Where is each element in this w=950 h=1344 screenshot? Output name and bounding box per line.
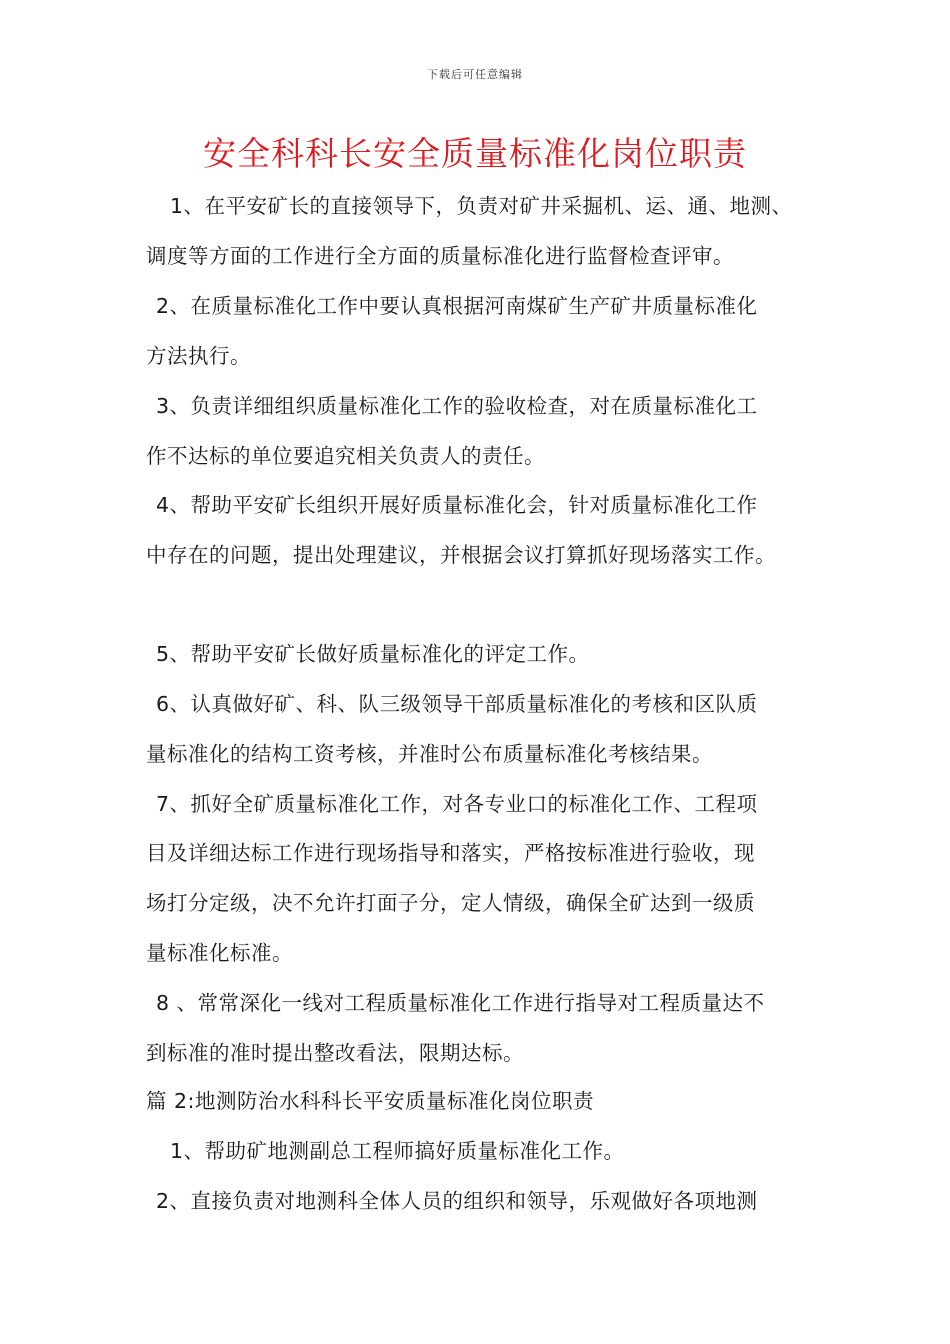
- paragraph-line: 量标准化的结构工资考核，并准时公布质量标准化考核结果。: [146, 742, 713, 766]
- paragraph-line: 到标准的准时提出整改看法，限期达标。: [146, 1041, 524, 1065]
- paragraph-line: 调度等方面的工作进行全方面的质量标准化进行监督检查评审。: [146, 244, 734, 268]
- paragraph-line: 1、帮助矿地测副总工程师搞好质量标准化工作。: [170, 1139, 625, 1163]
- paragraph-line: 8 、常常深化一线对工程质量标准化工作进行指导对工程质量达不: [156, 991, 765, 1015]
- paragraph-line: 2、直接负责对地测科全体人员的组织和领导，乐观做好各项地测: [156, 1189, 758, 1213]
- paragraph-line: 5、帮助平安矿长做好质量标准化的评定工作。: [156, 642, 590, 666]
- paragraph-line: 场打分定级，决不允许打面子分，定人情级，确保全矿达到一级质: [146, 891, 755, 915]
- header-note: 下载后可任意编辑: [427, 68, 523, 81]
- paragraph-line: 4、帮助平安矿长组织开展好质量标准化会，针对质量标准化工作: [156, 493, 758, 517]
- paragraph-line: 中存在的问题，提出处理建议，并根据会议打算抓好现场落实工作。: [146, 543, 776, 567]
- paragraph-line: 3、负责详细组织质量标准化工作的验收检查，对在质量标准化工: [156, 394, 758, 418]
- paragraph-line: 方法执行。: [146, 344, 251, 368]
- paragraph-line: 目及详细达标工作进行现场指导和落实，严格按标准进行验收，现: [146, 841, 755, 865]
- document-title: 安全科科长安全质量标准化岗位职责: [203, 134, 747, 173]
- paragraph-line: 2、在质量标准化工作中要认真根据河南煤矿生产矿井质量标准化: [156, 294, 758, 318]
- paragraph-line: 量标准化标准。: [146, 941, 293, 965]
- section-heading: 篇 2:地测防治水科科长平安质量标准化岗位职责: [146, 1089, 594, 1113]
- paragraph-line: 6、认真做好矿、科、队三级领导干部质量标准化的考核和区队质: [156, 692, 758, 716]
- paragraph-line: 作不达标的单位要追究相关负责人的责任。: [146, 444, 545, 468]
- paragraph-line: 1、在平安矿长的直接领导下，负责对矿井采掘机、运、通、地测、: [170, 194, 793, 218]
- paragraph-line: 7、抓好全矿质量标准化工作，对各专业口的标准化工作、工程项: [156, 792, 758, 816]
